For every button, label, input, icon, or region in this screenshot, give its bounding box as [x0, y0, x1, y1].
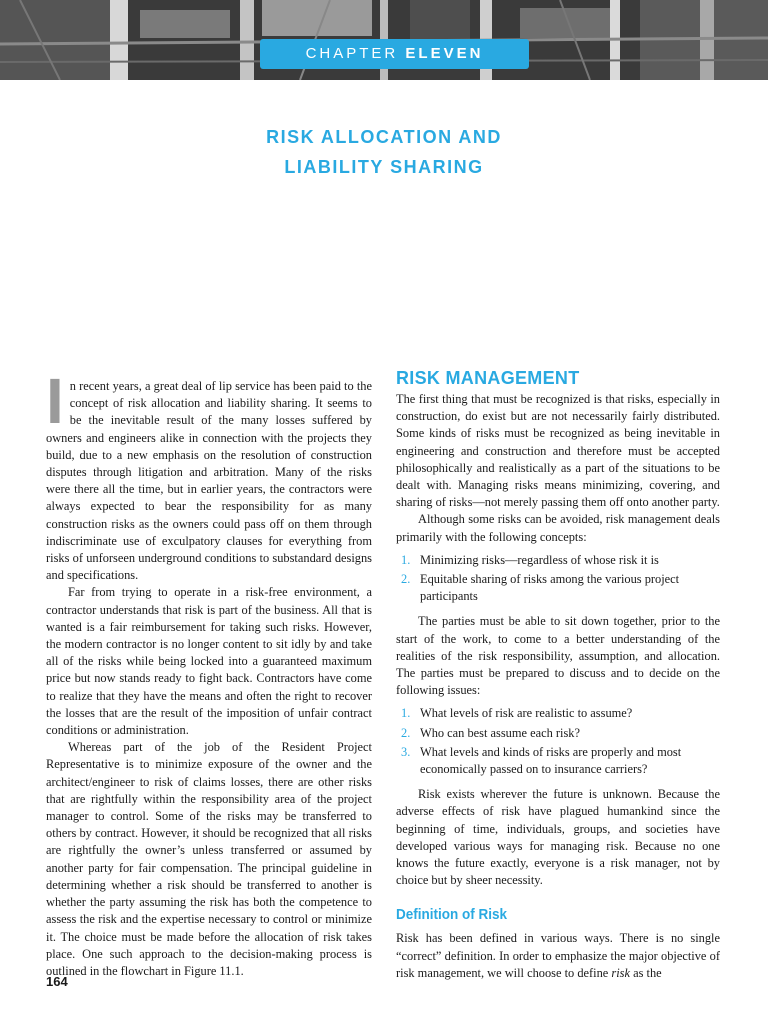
page-number: 164	[46, 974, 68, 989]
chapter-label: CHAPTER ELEVEN	[260, 39, 529, 69]
left-column	[46, 365, 372, 980]
issues-list	[396, 705, 720, 778]
concepts-list	[396, 552, 720, 606]
body-paragraph: The parties must be able to sit down together, prior to the start of the work, to come to a better understanding of the realities of the risk responsibility, assumption, and allocation. The parties must be prepared to discuss and to decide on the following issues:	[396, 614, 720, 698]
body-paragraph: Whereas part of the job of the Resident Project Representative is to minimize exposure of the owner and the architect/engineer to risk of claims losses, there are other risks that are rightfully within the responsibility area of the project manager to control. Some of the risks may be transferred to others by contract. However, it should be recognized that all risks are rightfully the owner’s unless transferred or assumed by another party for fair compensation. The principal guideline in determining whether a risk should be transferred to another is whether the party assuming the risk has both the competence to assess the risk and the expertise necessary to control or minimize it. The choice must be made before the allocation of risk takes place. One such approach to the decision-making process is outlined in the flowchart in Figure 11.1.	[46, 740, 372, 978]
chapter-title	[0, 122, 768, 182]
list-item: 1. Minimizing risks—regardless of whose risk it is	[401, 552, 659, 567]
subsection-heading: Definition of Risk	[396, 906, 508, 924]
header-banner-photo	[0, 0, 768, 80]
list-item: 3. What levels and kinds of risks are properly and most economically passed on to insurance carriers?	[401, 744, 682, 777]
body-paragraph: Far from trying to operate in a risk-free environment, a contractor understands that risk is part of the business. All that is wanted is a fair reimbursement for taking such risks. However, the modern contractor is no longer content to sit idly by and take all of the risks while being locked into a guaranteed maximum price but now stands ready to fight back. Contractors have come to realize that they have the means and often the right to recover the losses that are the result of the imposition of unfair contract conditions or administration.	[46, 585, 372, 738]
intro-paragraph: In recent years, a great deal of lip service has been paid to the concept of risk allocation and liability sharing. It seems to be the inevitable result of the many losses suffered by owners and engineers alike in connection with the projects they build, due to a new emphasis on the resolution of construction disputes through litigation and arbitration. Many of the risks were there all the time, but in earlier years, the contractors were always expected to bear the responsibility for as many construction risks as the owners could pass off on them through indiscriminate use of exculpatory clauses for everything from risks of unforseen underground conditions to substandard designs and specifications.	[46, 365, 372, 583]
chapter-title-line1: RISK ALLOCATION AND	[266, 127, 502, 147]
body-paragraph: Although some risks can be avoided, risk management deals primarily with the following concepts:	[396, 512, 720, 544]
body-paragraph: Risk has been defined in various ways. There is no single “correct” definition. In order to emphasize the major objective of risk management, we will choose to define risk as the	[396, 931, 720, 980]
body-paragraph: The first thing that must be recognized is that risks, especially in construction, do exist but are not necessarily fairly distributed. Some kinds of risks must be recognized as being inevitable in engineering and construction and therefore must be accepted philosophically and realistically as a part of the situations to be dealt with. Managing risks means minimizing, covering, and sharing of risks—not merely passing them off onto another party.	[396, 392, 720, 510]
section-heading: RISK MANAGEMENT	[396, 368, 580, 388]
list-item: 1. What levels of risk are realistic to assume?	[401, 706, 633, 721]
body-paragraph: Risk exists wherever the future is unknown. Because the adverse effects of risk have plagued humankind since the beginning of time, individuals, groups, and societies have developed various ways for managing risk. Because no one knows the future exactly, everyone is a risk manager, not by choice but by sheer necessity.	[396, 787, 720, 888]
right-column	[396, 368, 720, 982]
drop-cap: I	[46, 365, 64, 437]
list-item: 2. Equitable sharing of risks among the various project participants	[401, 572, 680, 604]
list-item: 2. Who can best assume each risk?	[401, 725, 580, 740]
chapter-title-line2: LIABILITY SHARING	[284, 157, 484, 177]
